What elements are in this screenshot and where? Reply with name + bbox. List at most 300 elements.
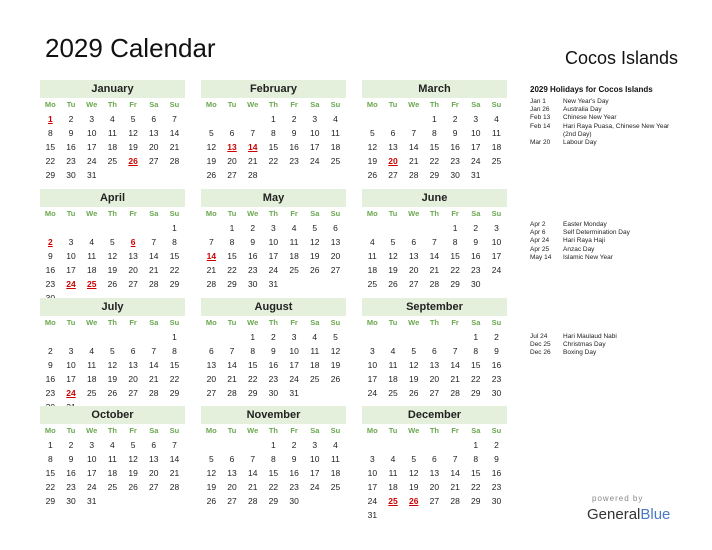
day-cell: 8 <box>452 237 458 247</box>
day-cell: 23 <box>491 482 502 492</box>
holiday-name: Labour Day <box>563 139 597 147</box>
empty-cell <box>81 221 102 235</box>
empty-cell <box>123 221 144 235</box>
day-cell: 29 <box>227 279 237 289</box>
day-cell: 22 <box>227 265 237 275</box>
day-cell: 13 <box>128 360 138 370</box>
day-cell: 27 <box>149 156 159 166</box>
day-cell: 26 <box>408 388 419 398</box>
day-cell: 8 <box>473 454 479 464</box>
day-cell: 16 <box>491 360 502 370</box>
month-february <box>201 80 346 182</box>
day-cell: 2 <box>291 114 297 124</box>
day-cell: 22 <box>45 156 56 166</box>
month-title: December <box>362 406 507 424</box>
day-cell: 26 <box>128 482 138 492</box>
day-cell: 18 <box>86 374 97 384</box>
weekday-label: Tu <box>66 426 76 435</box>
day-cell: 26 <box>388 279 398 289</box>
week-row <box>362 140 507 154</box>
day-cell: 4 <box>333 440 338 450</box>
holiday-date: Feb 14 <box>530 122 551 130</box>
week-row <box>201 168 346 182</box>
day-cell: 8 <box>250 346 256 356</box>
day-cell: 12 <box>367 142 378 152</box>
day-cell: 9 <box>47 251 53 261</box>
weekday-label: We <box>408 426 420 435</box>
day-cell: 2 <box>68 114 74 124</box>
day-cell: 5 <box>130 440 136 450</box>
day-cell: 15 <box>450 251 460 261</box>
day-cell: 8 <box>271 128 276 138</box>
month-title: July <box>40 298 185 316</box>
weekday-header <box>201 98 346 112</box>
day-cell: 26 <box>367 170 378 180</box>
day-cell: 9 <box>68 454 74 464</box>
holiday-list-title: 2029 Holidays for Cocos Islands <box>530 85 653 94</box>
weekday-label: We <box>86 100 98 109</box>
day-cell: 14 <box>169 454 180 464</box>
day-cell: 28 <box>450 388 460 398</box>
day-cell: 15 <box>169 360 180 370</box>
empty-cell <box>40 330 61 344</box>
day-cell: 17 <box>66 265 76 275</box>
weekday-label: Th <box>107 318 117 327</box>
day-cell: 25 <box>491 156 502 166</box>
day-cell: 11 <box>388 360 398 370</box>
day-cell: 27 <box>227 496 237 506</box>
empty-cell <box>362 330 383 344</box>
day-cell: 20 <box>128 265 138 275</box>
weekday-label: Tu <box>66 318 76 327</box>
holiday-day-cell: 2 <box>47 237 53 247</box>
day-cell: 18 <box>330 468 341 478</box>
day-cell: 17 <box>86 142 97 152</box>
month-title: August <box>201 298 346 316</box>
day-cell: 17 <box>367 374 378 384</box>
holiday-name: Islamic New Year <box>563 253 613 261</box>
day-cell: 30 <box>66 170 76 180</box>
day-cell: 13 <box>429 360 440 370</box>
day-cell: 27 <box>388 170 398 180</box>
day-cell: 6 <box>333 223 338 233</box>
holiday-day-cell: 26 <box>408 496 419 506</box>
day-cell: 21 <box>206 265 217 275</box>
empty-cell <box>362 438 383 452</box>
day-cell: 3 <box>369 346 375 356</box>
week-row <box>40 452 185 466</box>
weekday-header <box>40 316 185 330</box>
day-cell: 29 <box>45 170 56 180</box>
weekday-label: Tu <box>388 209 398 218</box>
month-title: March <box>362 80 507 98</box>
week-row <box>362 494 507 508</box>
day-cell: 22 <box>471 374 481 384</box>
day-cell: 24 <box>491 265 502 275</box>
weekday-label: Fr <box>129 209 137 218</box>
day-cell: 24 <box>367 388 378 398</box>
day-cell: 21 <box>247 482 258 492</box>
week-row <box>40 494 185 508</box>
day-cell: 10 <box>268 237 279 247</box>
weekday-header <box>40 424 185 438</box>
week-row <box>40 466 185 480</box>
weekday-label: Mo <box>44 209 56 218</box>
week-row <box>40 263 185 277</box>
day-cell: 29 <box>169 279 180 289</box>
day-cell: 1 <box>452 223 458 233</box>
day-cell: 1 <box>271 114 276 124</box>
day-cell: 29 <box>471 496 481 506</box>
day-cell: 20 <box>149 468 159 478</box>
day-cell: 9 <box>47 360 53 370</box>
holiday-item <box>530 106 680 114</box>
day-cell: 10 <box>66 360 76 370</box>
day-cell: 12 <box>206 142 217 152</box>
empty-cell <box>61 221 82 235</box>
day-cell: 31 <box>86 496 97 506</box>
week-row <box>201 249 346 263</box>
day-cell: 24 <box>268 265 279 275</box>
weekday-label: Sa <box>471 209 481 218</box>
day-cell: 6 <box>151 440 157 450</box>
day-cell: 12 <box>128 454 138 464</box>
holiday-day-cell: 25 <box>388 496 398 506</box>
weekday-label: Fr <box>451 209 459 218</box>
day-cell: 18 <box>107 142 118 152</box>
week-row <box>362 221 507 235</box>
day-cell: 30 <box>450 170 460 180</box>
day-cell: 5 <box>130 114 136 124</box>
day-cell: 8 <box>47 454 53 464</box>
week-row <box>362 480 507 494</box>
day-cell: 1 <box>473 440 479 450</box>
weekday-label: Su <box>491 318 502 327</box>
day-cell: 21 <box>227 374 237 384</box>
holiday-name: Christmas Day <box>563 341 606 349</box>
holiday-date: Apr 25 <box>530 245 550 253</box>
day-cell: 5 <box>411 346 417 356</box>
weekday-label: Su <box>330 318 341 327</box>
day-cell: 12 <box>408 468 419 478</box>
weekday-label: We <box>247 318 259 327</box>
weekday-label: Th <box>107 209 117 218</box>
day-cell: 23 <box>66 482 76 492</box>
weekday-label: Sa <box>471 100 481 109</box>
empty-cell <box>123 330 144 344</box>
day-cell: 21 <box>169 142 180 152</box>
weekday-label: Tu <box>227 100 237 109</box>
day-cell: 4 <box>89 237 95 247</box>
weekday-label: Fr <box>129 318 137 327</box>
day-cell: 22 <box>268 482 279 492</box>
day-cell: 24 <box>86 156 97 166</box>
empty-cell <box>222 330 243 344</box>
day-cell: 25 <box>367 279 378 289</box>
day-cell: 1 <box>172 332 177 342</box>
day-cell: 13 <box>330 237 341 247</box>
week-row <box>201 263 346 277</box>
weekday-label: Sa <box>310 100 320 109</box>
holiday-date: Mar 20 <box>530 139 551 147</box>
day-cell: 2 <box>494 332 499 342</box>
day-cell: 5 <box>390 237 396 247</box>
brand-logo[interactable] <box>587 506 670 523</box>
weekday-label: Mo <box>205 426 217 435</box>
empty-cell <box>61 330 82 344</box>
weekday-label: Fr <box>290 318 298 327</box>
day-cell: 4 <box>110 440 115 450</box>
month-december <box>362 406 507 522</box>
day-cell: 23 <box>45 388 56 398</box>
day-cell: 3 <box>68 237 74 247</box>
day-cell: 16 <box>45 265 56 275</box>
holiday-name: Boxing Day <box>563 349 597 357</box>
day-cell: 16 <box>45 374 56 384</box>
day-cell: 3 <box>68 346 74 356</box>
day-cell: 13 <box>429 468 440 478</box>
holiday-name: Easter Monday <box>563 221 607 228</box>
day-cell: 13 <box>388 142 398 152</box>
weekday-label: Su <box>169 318 180 327</box>
weekday-label: Tu <box>227 318 237 327</box>
day-cell: 11 <box>367 251 377 261</box>
week-row <box>201 235 346 249</box>
week-row <box>362 466 507 480</box>
day-cell: 17 <box>289 360 299 370</box>
week-row <box>201 494 346 508</box>
day-cell: 25 <box>310 374 320 384</box>
holiday-group <box>530 85 680 147</box>
weekday-label: Su <box>491 426 502 435</box>
day-cell: 30 <box>471 279 481 289</box>
week-row <box>201 480 346 494</box>
empty-cell <box>445 438 466 452</box>
day-cell: 30 <box>66 496 76 506</box>
day-cell: 16 <box>268 360 279 370</box>
day-cell: 23 <box>45 279 56 289</box>
weekday-label: We <box>86 318 98 327</box>
day-cell: 7 <box>151 346 157 356</box>
day-cell: 12 <box>330 346 341 356</box>
day-cell: 10 <box>289 346 299 356</box>
day-cell: 22 <box>45 482 56 492</box>
week-row <box>40 168 185 182</box>
weekday-label: Tu <box>66 209 76 218</box>
holiday-item <box>530 229 680 237</box>
empty-cell <box>201 112 222 126</box>
day-cell: 24 <box>471 156 481 166</box>
empty-cell <box>201 221 222 235</box>
day-cell: 28 <box>429 279 440 289</box>
weekday-label: Su <box>330 209 341 218</box>
holiday-date: Dec 25 <box>530 341 551 349</box>
day-cell: 19 <box>107 374 118 384</box>
day-cell: 28 <box>247 496 258 506</box>
day-cell: 23 <box>289 482 299 492</box>
empty-cell <box>383 221 404 235</box>
day-cell: 6 <box>229 128 235 138</box>
day-cell: 10 <box>310 454 320 464</box>
day-cell: 10 <box>367 468 378 478</box>
day-cell: 14 <box>227 360 237 370</box>
day-cell: 4 <box>369 237 375 247</box>
day-cell: 19 <box>408 482 419 492</box>
day-cell: 5 <box>411 454 417 464</box>
holiday-name: Hari Raya Haji <box>563 237 605 245</box>
week-row <box>201 126 346 140</box>
day-cell: 7 <box>452 454 458 464</box>
day-cell: 28 <box>247 170 258 180</box>
week-row <box>362 112 507 126</box>
day-cell: 28 <box>149 388 159 398</box>
empty-cell <box>424 438 445 452</box>
day-cell: 4 <box>291 223 297 233</box>
day-cell: 8 <box>172 237 177 247</box>
day-cell: 3 <box>312 114 318 124</box>
weekday-label: Th <box>107 426 117 435</box>
weekday-header <box>40 98 185 112</box>
week-row <box>362 386 507 400</box>
day-cell: 2 <box>271 332 276 342</box>
empty-cell <box>102 330 123 344</box>
weekday-label: Fr <box>129 100 137 109</box>
day-cell: 21 <box>149 265 159 275</box>
weekday-label: Th <box>429 318 439 327</box>
day-cell: 25 <box>86 388 97 398</box>
day-cell: 20 <box>206 374 217 384</box>
country-name: Cocos Islands <box>565 48 679 68</box>
day-cell: 25 <box>330 156 341 166</box>
day-cell: 2 <box>68 440 74 450</box>
day-cell: 10 <box>310 128 320 138</box>
day-cell: 15 <box>268 468 279 478</box>
weekday-label: Tu <box>66 100 76 109</box>
day-cell: 4 <box>390 454 396 464</box>
empty-cell <box>424 330 445 344</box>
weekday-label: Su <box>169 209 180 218</box>
day-cell: 29 <box>169 388 180 398</box>
month-may <box>201 189 346 291</box>
weekday-header <box>201 207 346 221</box>
day-cell: 28 <box>169 482 180 492</box>
day-cell: 22 <box>169 374 180 384</box>
month-title: May <box>201 189 346 207</box>
day-cell: 10 <box>86 128 97 138</box>
day-cell: 31 <box>471 170 481 180</box>
week-row <box>362 263 507 277</box>
day-cell: 7 <box>229 346 235 356</box>
weekday-label: Mo <box>44 100 56 109</box>
holiday-date: Feb 13 <box>530 114 551 122</box>
day-cell: 11 <box>87 251 97 261</box>
holiday-day-cell: 14 <box>206 251 217 261</box>
holiday-day-cell: 24 <box>66 279 76 289</box>
day-cell: 9 <box>494 346 499 356</box>
day-cell: 5 <box>312 223 318 233</box>
month-title: September <box>362 298 507 316</box>
day-cell: 5 <box>333 332 338 342</box>
weekday-header <box>362 207 507 221</box>
week-row <box>40 386 185 400</box>
empty-cell <box>201 438 222 452</box>
day-cell: 1 <box>271 440 276 450</box>
week-row <box>362 277 507 291</box>
day-cell: 31 <box>367 510 378 520</box>
weekday-label: Th <box>429 100 439 109</box>
empty-cell <box>403 112 424 126</box>
day-cell: 24 <box>310 482 320 492</box>
day-cell: 7 <box>208 237 214 247</box>
day-cell: 1 <box>47 440 53 450</box>
day-cell: 11 <box>331 128 340 138</box>
day-cell: 20 <box>408 265 419 275</box>
day-cell: 25 <box>107 156 118 166</box>
day-cell: 12 <box>206 468 217 478</box>
weekday-label: Su <box>169 426 180 435</box>
day-cell: 24 <box>289 374 299 384</box>
day-cell: 28 <box>169 156 180 166</box>
day-cell: 17 <box>491 251 502 261</box>
day-cell: 31 <box>86 170 97 180</box>
day-cell: 30 <box>268 388 279 398</box>
weekday-label: Mo <box>366 100 378 109</box>
empty-cell <box>143 330 164 344</box>
weekday-label: Mo <box>366 318 378 327</box>
day-cell: 30 <box>247 279 258 289</box>
weekday-label: Sa <box>149 209 159 218</box>
weekday-label: Mo <box>205 100 217 109</box>
day-cell: 1 <box>432 114 437 124</box>
day-cell: 2 <box>47 346 53 356</box>
week-row <box>201 140 346 154</box>
day-cell: 7 <box>172 440 177 450</box>
day-cell: 21 <box>247 156 258 166</box>
weekday-label: Su <box>491 100 502 109</box>
weekday-label: Sa <box>149 318 159 327</box>
empty-cell <box>362 112 383 126</box>
day-cell: 18 <box>310 360 320 370</box>
day-cell: 24 <box>367 496 378 506</box>
day-cell: 11 <box>331 454 340 464</box>
holiday-item <box>530 349 680 357</box>
day-cell: 16 <box>471 251 481 261</box>
weekday-label: Th <box>429 209 439 218</box>
week-row <box>201 358 346 372</box>
month-title: June <box>362 189 507 207</box>
day-cell: 2 <box>291 440 297 450</box>
day-cell: 18 <box>86 265 97 275</box>
day-cell: 9 <box>68 128 74 138</box>
day-cell: 9 <box>291 128 297 138</box>
day-cell: 16 <box>450 142 460 152</box>
day-cell: 7 <box>250 128 256 138</box>
week-row <box>201 372 346 386</box>
empty-cell <box>201 330 222 344</box>
day-cell: 28 <box>206 279 217 289</box>
empty-cell <box>143 221 164 235</box>
day-cell: 20 <box>429 482 440 492</box>
day-cell: 27 <box>330 265 341 275</box>
powered-by-text: powered by <box>592 494 644 503</box>
weekday-label: Fr <box>290 426 298 435</box>
day-cell: 14 <box>149 251 159 261</box>
day-cell: 18 <box>289 251 299 261</box>
empty-cell <box>403 330 424 344</box>
day-cell: 7 <box>411 128 417 138</box>
week-row <box>40 126 185 140</box>
weekday-label: We <box>247 426 259 435</box>
